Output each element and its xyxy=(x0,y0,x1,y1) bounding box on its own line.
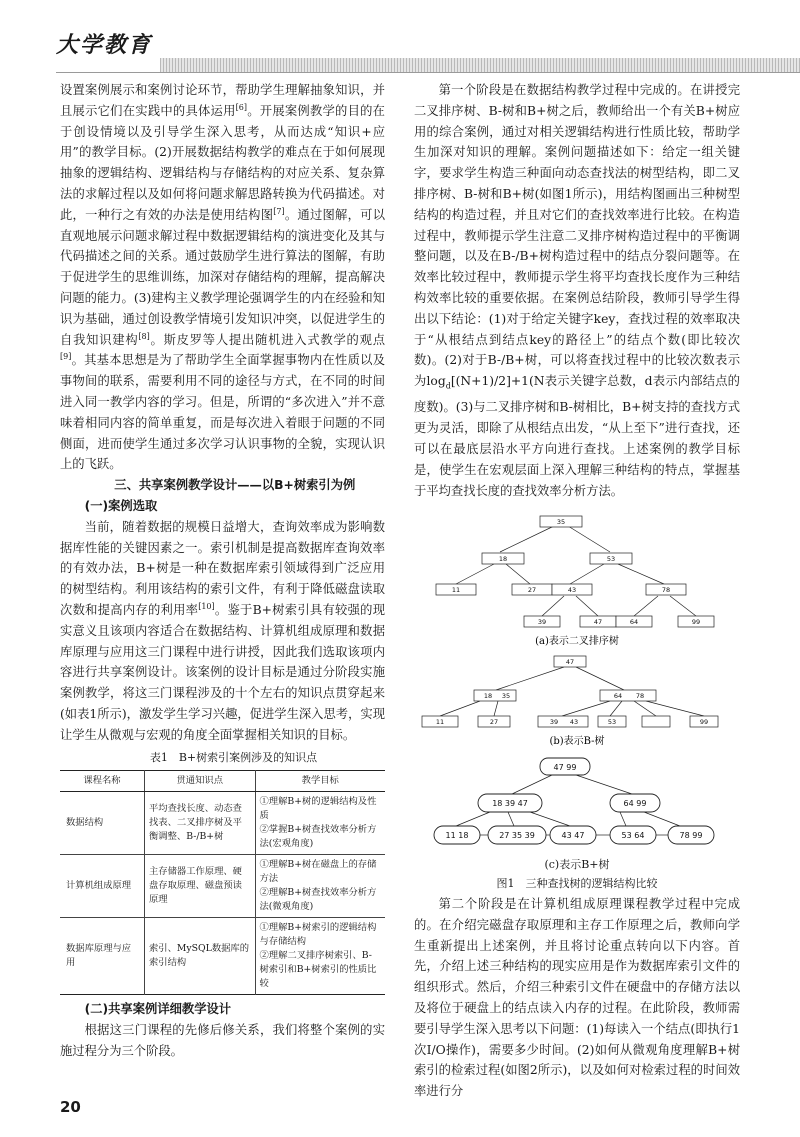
bst-node: 53 xyxy=(606,555,616,563)
table-cell: 数据库原理与应用 xyxy=(60,918,145,995)
table-caption: 表1 B+树索引案例涉及的知识点 xyxy=(149,750,318,764)
table-header: 课程名称 xyxy=(60,771,145,792)
knowledge-table xyxy=(60,770,385,995)
bst-node: 43 xyxy=(567,586,577,594)
bplus-leaf: 53 64 xyxy=(621,831,645,840)
caption-a: (a)表示二叉排序树 xyxy=(535,636,619,647)
btree-node: 47 xyxy=(565,658,575,666)
page-number: 20 xyxy=(60,1098,81,1116)
btree-leaf: 43 xyxy=(569,718,579,726)
table-header: 贯通知识点 xyxy=(145,771,256,792)
table-row xyxy=(60,792,385,855)
btree-leaf: 99 xyxy=(699,718,709,726)
table-row xyxy=(60,855,385,918)
btree-leaf: 11 xyxy=(435,718,445,726)
paragraph-1: 设置案例展示和案例讨论环节，帮助学生理解抽象知识，并且展示它们在实践中的具体运用[6]。开展案例教学的目的在于创设情境以及引导学生深入思考，从而达成“知识+应用”的教学目标。(2)开展数据结构教学的难点在于如何展现抽象的逻辑结构、逻辑结构与存储结构的对应关系、复杂算法的求解过程以及如何将问题求解思路转换为代码描述。对此，一种行之有效的办法是使用结构图[7]。通过图解，可以直观地展示问题求解过程中数据逻辑结构的演进变化及其与代码描述之间的关系。通过鼓励学生进行算法的图解，有助于促进学生的思维训练，加深对存储结构的理解，提高解决问题的能力。(3)建构主义教学理论强调学生的内在经验和知识为基础，通过创设教学情境引发知识冲突，以促进学生的自我知识建构[8]。斯皮罗等人提出随机进入式教学的观点[9]。其基本思想是为了帮助学生全面掌握事物内在性质以及事物间的联系，需要利用不同的途径与方式，在不同的时间进入同一教学内容的学习。但是，所谓的“多次进入”并不意味着相同内容的简单重复，而是每次进入着眼于问题的不同侧面，进而使学生通过多次学习认识事物的全貌，实现认识上的飞跃。 xyxy=(60,83,385,472)
table-cell: 数据结构 xyxy=(60,792,145,855)
btree-leaf: 27 xyxy=(489,718,499,726)
table-header-row xyxy=(60,771,385,792)
caption-c: (c)表示B+树 xyxy=(544,858,610,871)
bst-node: 27 xyxy=(527,586,537,594)
bst-node: 39 xyxy=(537,618,547,626)
caption-b: (b)表示B-树 xyxy=(549,736,605,747)
left-column xyxy=(60,80,385,1062)
btree-node: 35 xyxy=(501,692,511,700)
bst-node: 18 xyxy=(498,555,508,563)
paragraph-3: 根据这三门课程的先修后修关系，我们将整个案例的实施过程分为三个阶段。 xyxy=(60,1023,385,1058)
table-cell: ①理解B+树索引的逻辑结构与存储结构 ②理解二叉排序树索引、B-树索引和B+树索引的性质比较 xyxy=(255,918,385,995)
paragraph-4: 第一个阶段是在数据结构教学过程中完成的。在讲授完二叉排序树、B-树和B+树之后，教师给出一个有关B+树应用的综合案例，通过对相关逻辑结构进行性质比较，帮助学生加深对知识的理解。案例问题描述如下：给定一组关键字，要求学生构造三种面向动态查找法的树型结构，即二叉排序树、B-树和B+树(如图1所示)，用结构图画出三种树型结构的构造过程，并且对它们的查找效率进行比较。在构造过程中，教师提示学生注意二叉排序树构造过程中的平衡调整问题，以及在B-/B+树构造过程中的结点分裂问题等。在效率比较过程中，教师提示学生将平均查找长度作为三种结构效率比较的重要依据。在案例总结阶段，教师引导学生得出以下结论：(1)对于给定关键字key，查找过程的效率取决于“从根结点到结点key的路径上”的结点个数(即比较次数)。(2)对于B-/B+树，可以将查找过程中的比较次数表示为$\log_d[(N+1)/2]+1(N$表示关键字总数，d表示内部结点的度数)。(3)与二叉排序树和B-树相比，B+树支持的查找方式更为灵活，即除了从根结点出发，“从上至下”进行查找，还可以在最底层沿水平方向进行查找。上述案例的教学目标是，使学生在宏观层面上深入理解三种结构的特点，掌握基于平均查找长度的查找效率分析方法。 xyxy=(414,83,740,498)
bst-node: 47 xyxy=(593,618,603,626)
header-band xyxy=(160,58,800,72)
subsection-title-2: (二)共享案例详细教学设计 xyxy=(84,1002,232,1017)
btree-node: 18 xyxy=(483,692,493,700)
bplus-node: 64 99 xyxy=(623,799,647,808)
bplus-node: 18 39 47 xyxy=(492,799,528,808)
section-title: 三、共享案例教学设计——以B+树索引为例 xyxy=(114,478,356,493)
paragraph-5: 第二个阶段是在计算机组成原理课程教学过程中完成的。在介绍完磁盘存取原理和主存工作原理之后，教师向学生重新提出上述案例，并且将讨论重点转向以下内容。首先，介绍上述三种结构的现实应用是作为数据库索引文件的组织形式。然后，介绍三种索引文件在硬盘中的存储方法以及将位于硬盘上的结点读入内存的过程。在此阶段，教师需要引导学生深入思考以下问题：(1)每读入一个结点(即执行1次I/O操作)，需要多少时间。(2)如何从微观角度理解B+树索引的检索过程(如图2所示)，以及如何对检索过程的时间效率进行分 xyxy=(414,897,740,1099)
subsection-title-1: (一)案例选取 xyxy=(84,498,158,513)
bst-node: 64 xyxy=(629,618,639,626)
table-cell: 索引、MySQL数据库的索引结构 xyxy=(145,918,256,995)
journal-logo: 大学教育 xyxy=(56,32,153,58)
btree-node: 78 xyxy=(635,692,645,700)
bplus-leaf: 27 35 39 xyxy=(499,831,535,840)
btree-leaf: 39 xyxy=(549,718,559,726)
table-header: 教学目标 xyxy=(255,771,385,792)
bst-node: 35 xyxy=(556,518,566,526)
table-cell: 平均查找长度、动态查找表、二叉排序树及平衡调整、B-/B+树 xyxy=(145,792,256,855)
bplus-leaf: 78 99 xyxy=(679,831,703,840)
bplus-leaf: 43 47 xyxy=(561,831,585,840)
bplus-node: 47 99 xyxy=(553,763,577,772)
table-cell: ①理解B+树在磁盘上的存储方法 ②理解B+树查找效率分析方法(微观角度) xyxy=(255,855,385,918)
table-cell: 计算机组成原理 xyxy=(60,855,145,918)
figure-1 xyxy=(414,512,740,852)
bst-node: 78 xyxy=(661,586,671,594)
bst-node: 99 xyxy=(691,618,701,626)
right-column-bottom xyxy=(414,856,740,1102)
btree-leaf: 53 xyxy=(607,718,617,726)
paragraph-2: 当前，随着数据的规模日益增大，查询效率成为影响数据库性能的关键因素之一。索引机制是提高数据库查询效率的有效办法，B+树是一种在数据库索引领域得到广泛应用的树型结构。利用该结构的索引文件，有利于降低磁盘读取次数和提高内存的利用率[10]。鉴于B+树索引具有较强的现实意义且该项内容适合在数据结构、计算机组成原理和数据库原理与应用这三门课程中进行讲授，因此我们选取该项内容进行共享案例设计。该案例的设计目标是通过分阶段实施案例教学，将这三门课程涉及的十个左右的知识点贯穿起来(如表1所示)，激发学生学习兴趣，促进学生深入思考，实现让学生从微观与宏观的角度全面掌握相关知识的目标。 xyxy=(60,519,385,742)
header-rule xyxy=(56,72,800,73)
table-cell: 主存储器工作原理、硬盘存取原理、磁盘预读原理 xyxy=(145,855,256,918)
tree-diagram xyxy=(414,512,740,852)
right-column-top xyxy=(414,80,740,501)
bplus-leaf: 11 18 xyxy=(445,831,469,840)
bst-node: 11 xyxy=(451,586,461,594)
btree-node: 64 xyxy=(613,692,623,700)
figure-caption: 图1 三种查找树的逻辑结构比较 xyxy=(496,877,658,890)
table-row xyxy=(60,918,385,995)
table-cell: ①理解B+树的逻辑结构及性质 ②掌握B+树查找效率分析方法(宏观角度) xyxy=(255,792,385,855)
